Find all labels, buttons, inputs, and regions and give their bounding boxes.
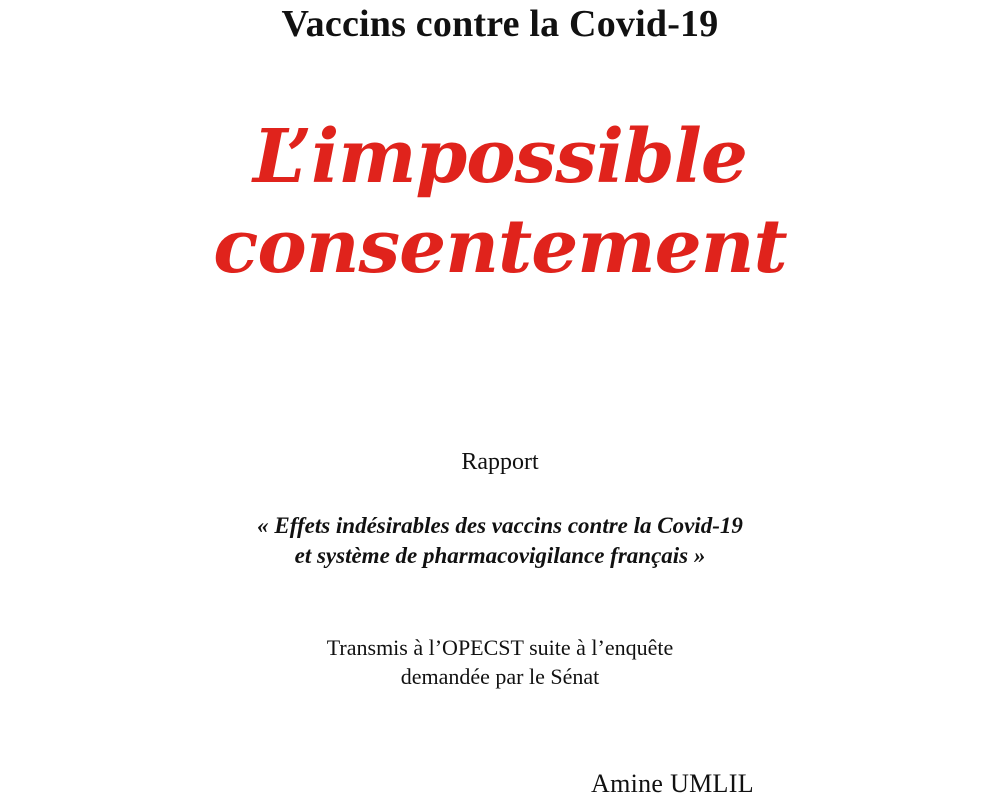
report-title-line-1: « Effets indésirables des vaccins contre la Covid-19 — [257, 513, 743, 538]
main-title-line-2: consentement — [213, 204, 787, 290]
series-title: Vaccins contre la Covid-19 — [281, 3, 719, 45]
transmission-note-line-2: demandée par le Sénat — [400, 664, 600, 689]
author-name: Amine UMLIL — [591, 769, 754, 798]
report-title — [0, 511, 1000, 571]
report-title-line-2: et système de pharmacovigilance français » — [294, 543, 706, 568]
main-title-line-1: L’impossible — [253, 114, 747, 200]
transmission-note — [0, 633, 1000, 691]
main-title — [0, 112, 1000, 292]
transmission-note-line-1: Transmis à l’OPECST suite à l’enquête — [326, 635, 674, 660]
document-type-label: Rapport — [461, 449, 539, 475]
